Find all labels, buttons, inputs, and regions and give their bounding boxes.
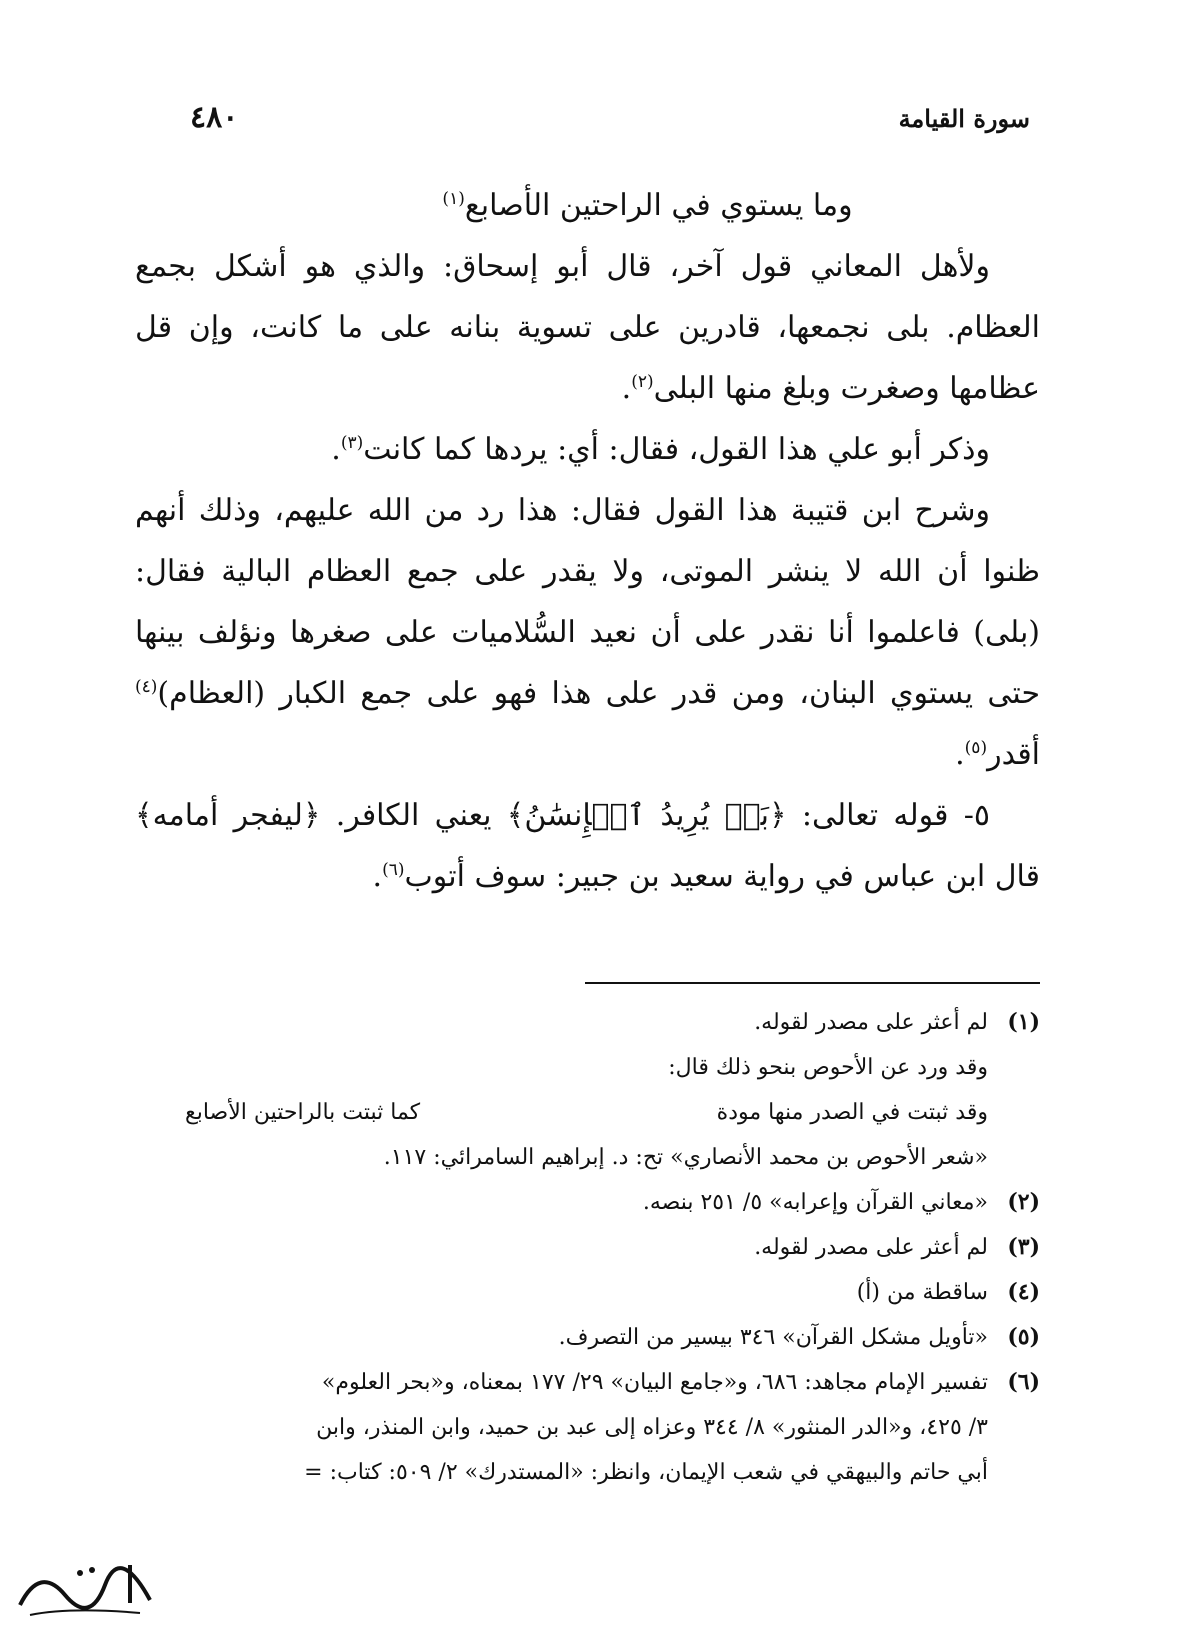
footnote-3 [140,1225,1040,1270]
footnote-ref[interactable]: (٦) [382,860,405,880]
paragraph: ٥- قوله تعالى: ﴿بَلۡ يُرِيدُ ٱلۡإِنسَٰنُ﴾ يعني الكافر. ﴿ليفجر أمامه﴾ قال ابن عباس في رواية سعيد بن جبير: سوف أتوب$^{(٦)}$. [135,798,1040,894]
footnote-divider [585,982,1040,984]
footnote-ref[interactable]: (٥) [964,738,988,758]
main-text [135,175,1040,907]
poem-line [140,1090,1040,1135]
footnote-text: «معاني القرآن وإعرابه» ٥/ ٢٥١ بنصه. [642,1190,988,1215]
footnote-number: (١) [1007,1009,1040,1035]
footnote-number: (٢) [1007,1189,1040,1215]
footnote-ref[interactable]: (٢) [631,372,654,392]
footnotes [140,1000,1040,1495]
footnote-ref[interactable]: (٤) [135,677,158,697]
footnote-number: (٤) [1007,1279,1040,1305]
paragraph: وشرح ابن قتيبة هذا القول فقال: هذا رد من الله عليهم، وذلك أنهم ظنوا أن الله لا ينشر الموتى، ولا يقدر على جمع العظام البالية فقال: (بلى) فاعلموا أنا نقدر على أن نعيد السُّلاميات على صغرها ونؤلف بينها حتى يستوي البنان، ومن قدر على هذا فهو على جمع الكبار (العظام)$^{(٤)}$ أقدر$^{(٥)}$. [135,493,1040,772]
footnote-2 [140,1180,1040,1225]
paragraph: ولأهل المعاني قول آخر، قال أبو إسحاق: والذي هو أشكل بجمع العظام. بلى نجمعها، قادرين على تسوية بنانه على ما كانت، وإن قل عظامها وصغرت وبلغ منها البلى$^{(٢)}$. [135,249,1040,406]
poem-hemistich: كما ثبتت بالراحتين الأصابع [185,1100,421,1125]
footnote-4 [140,1270,1040,1315]
publisher-logo [10,1555,160,1625]
verse-line: وما يستوي في الراحتين الأصابع$^{(١)}$ [442,188,853,223]
footnote-ref[interactable]: (٣) [340,433,364,453]
page-header [190,100,1030,135]
footnote-ref[interactable]: (١) [442,189,465,209]
poem-hemistich: وقد ثبتت في الصدر منها مودة [716,1100,988,1125]
footnote-text: تفسير الإمام مجاهد: ٦٨٦، و«جامع البيان» ٢٩/ ١٧٧ بمعناه، و«بحر العلوم» ٣/ ٤٢٥، و«الدر المنثور» ٨/ ٣٤٤ وعزاه إلى عبد بن حميد، وابن المنذر، وابن أبي حاتم والبيهقي في شعب الإيمان، وانظر: «المستدرك» ٢/ ٥٠٩: كتاب: = [304,1370,988,1485]
footnote-5 [140,1315,1040,1360]
footnote-number: (٣) [1007,1234,1040,1260]
running-title: سورة القيامة [898,104,1030,133]
page-number: ٤٨٠ [190,100,239,135]
paragraph: وذكر أبو علي هذا القول، فقال: أي: يردها كما كانت$^{(٣)}$. [331,432,990,467]
footnote-text: وقد ورد عن الأحوص بنحو ذلك قال: [668,1055,988,1080]
footnote-text: «تأويل مشكل القرآن» ٣٤٦ بيسير من التصرف. [558,1325,988,1350]
footnote-text: «شعر الأحوص بن محمد الأنصاري» تح: د. إبراهيم السامرائي: ١١٧. [383,1145,988,1170]
footnote-number: (٦) [1007,1369,1040,1395]
footnote-text: لم أعثر على مصدر لقوله. [754,1010,988,1035]
footnote-number: (٥) [1007,1324,1040,1350]
footnote-6 [140,1360,1040,1495]
footnote-1 [140,1000,1040,1045]
footnote-text: ساقطة من (أ) [856,1280,988,1305]
footnote-text: لم أعثر على مصدر لقوله. [754,1235,988,1260]
